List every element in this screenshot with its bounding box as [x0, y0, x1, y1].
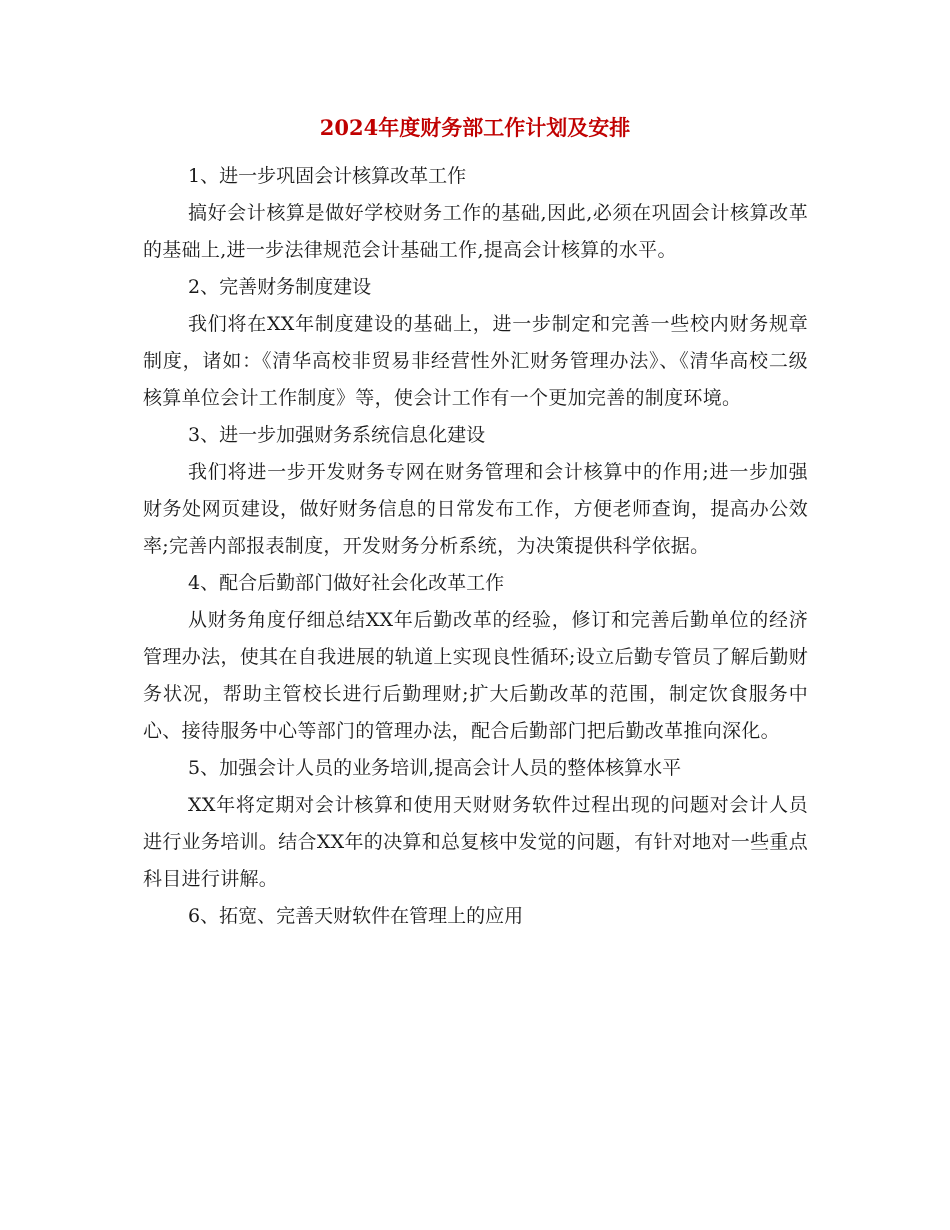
section-1-paragraph: 搞好会计核算是做好学校财务工作的基础,因此,必须在巩固会计核算改革的基础上,进一步法律规范会计基础工作,提高会计核算的水平。 [143, 202, 808, 261]
document-body [143, 158, 808, 935]
section-5-paragraph: XX年将定期对会计核算和使用天财财务软件过程出现的问题对会计人员进行业务培训。结合XX年的决算和总复核中发觉的问题，有针对地对一些重点科目进行讲解。 [143, 794, 808, 890]
section-5-heading: 5、加强会计人员的业务培训,提高会计人员的整体核算水平 [188, 757, 682, 779]
document-title: 2024年度财务部工作计划及安排 [319, 115, 631, 140]
section-2-paragraph: 我们将在XX年制度建设的基础上，进一步制定和完善一些校内财务规章制度，诸如：《清华高校非贸易非经营性外汇财务管理办法》、《清华高校二级核算单位会计工作制度》等，使会计工作有一个更加完善的制度环境。 [143, 313, 808, 409]
section-4-paragraph: 从财务角度仔细总结XX年后勤改革的经验，修订和完善后勤单位的经济管理办法，使其在自我进展的轨道上实现良性循环;设立后勤专管员了解后勤财务状况，帮助主管校长进行后勤理财;扩大后勤改革的范围，制定饮食服务中心、接待服务中心等部门的管理办法，配合后勤部门把后勤改革推向深化。 [143, 609, 808, 742]
section-6-heading: 6、拓宽、完善天财软件在管理上的应用 [188, 905, 524, 927]
section-2-heading: 2、完善财务制度建设 [188, 276, 372, 298]
section-4-heading: 4、配合后勤部门做好社会化改革工作 [188, 572, 505, 594]
section-1-heading: 1、进一步巩固会计核算改革工作 [188, 165, 467, 187]
section-3-paragraph: 我们将进一步开发财务专网在财务管理和会计核算中的作用;进一步加强财务处网页建设，做好财务信息的日常发布工作，方便老师查询，提高办公效率;完善内部报表制度，开发财务分析系统，为决策提供科学依据。 [143, 461, 808, 557]
section-3-heading: 3、进一步加强财务系统信息化建设 [188, 424, 486, 446]
